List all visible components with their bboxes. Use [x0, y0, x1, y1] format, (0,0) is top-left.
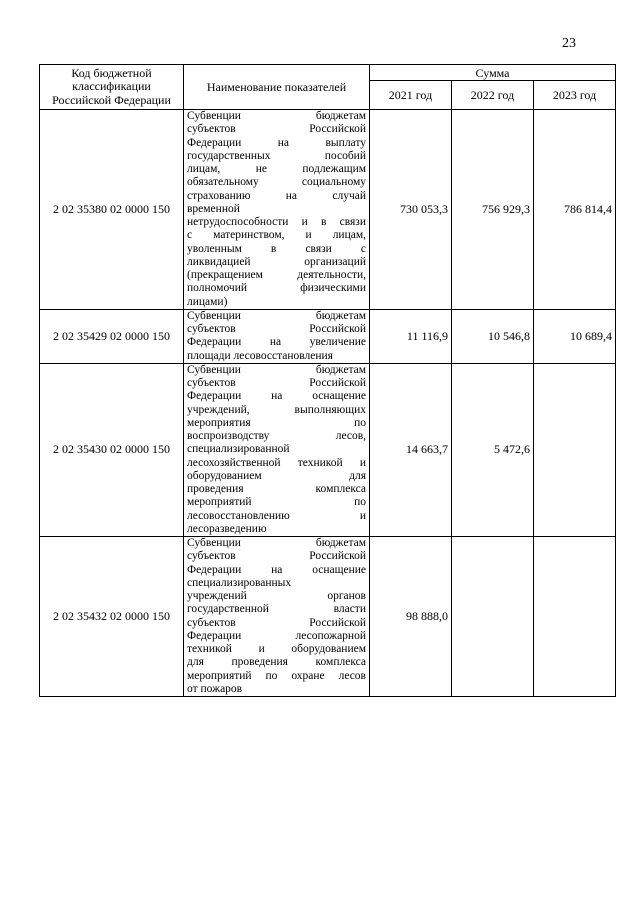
budget-code: 2 02 35380 02 0000 150 [40, 110, 184, 310]
indicator-name-line: лесоразведению [187, 522, 267, 535]
budget-code: 2 02 35430 02 0000 150 [40, 363, 184, 536]
header-sum: Сумма [370, 65, 616, 81]
table-row [40, 309, 616, 363]
indicator-name-line: полномочий физическими [187, 282, 366, 295]
indicator-name-line: Субвенции бюджетам [187, 110, 366, 122]
indicator-name-line: нетрудоспособности и в связи [187, 216, 366, 228]
indicator-name-line: страхованию на случай [187, 189, 366, 202]
table-row [40, 110, 616, 310]
indicator-name-line: мероприятия по [187, 416, 366, 429]
indicator-name-line: воспроизводству лесов, [187, 430, 366, 442]
amount-2023 [534, 363, 616, 536]
amount-2021: 730 053,3 [370, 110, 452, 310]
amount-2023: 10 689,4 [534, 309, 616, 363]
budget-code: 2 02 35432 02 0000 150 [40, 537, 184, 697]
indicator-name-line: с материнством, и лицам, [187, 229, 366, 242]
indicator-name [184, 537, 370, 697]
amount-2023 [534, 537, 616, 697]
budget-code: 2 02 35429 02 0000 150 [40, 309, 184, 363]
indicator-name-line: (прекращением деятельности, [187, 269, 366, 281]
indicator-name-line: субъектов Российской [187, 616, 366, 629]
indicator-name-line: специализированной [187, 443, 290, 456]
indicator-name-line: Федерации на оснащение [187, 390, 366, 403]
amount-2021: 98 888,0 [370, 537, 452, 697]
indicator-name-line: специализированных [187, 576, 292, 589]
indicator-name-line: субъектов Российской [187, 323, 366, 335]
indicator-name-line: площади лесовосстановления [187, 349, 333, 362]
table-row [40, 363, 616, 536]
indicator-name-line: лицам, не подлежащим [187, 163, 366, 175]
amount-2022: 756 929,3 [452, 110, 534, 310]
amount-2022 [452, 537, 534, 697]
indicator-name-line: от пожаров [187, 682, 243, 695]
indicator-name-line: учреждений органов [187, 590, 366, 602]
indicator-name-line: временной [187, 202, 240, 215]
indicator-name-line: лесохозяйственной техникой и [187, 456, 366, 469]
indicator-name-line: уволенным в связи с [187, 242, 366, 255]
indicator-name-line: оборудованием для [187, 469, 366, 482]
indicator-name-line: ликвидацией организаций [187, 255, 366, 268]
indicator-name-line: Субвенции бюджетам [187, 309, 366, 322]
indicator-name-line: субъектов Российской [187, 550, 366, 563]
indicator-name-line: учреждений, выполняющих [187, 403, 366, 416]
indicator-name-line: Субвенции бюджетам [187, 537, 366, 549]
header-name: Наименование показателей [184, 65, 370, 110]
amount-2022: 10 546,8 [452, 309, 534, 363]
indicator-name [184, 363, 370, 536]
header-year-2022: 2022 год [452, 81, 534, 110]
indicator-name-line: обязательному социальному [187, 176, 366, 189]
indicator-name-line: Федерации лесопожарной [187, 629, 366, 642]
header-year-2021: 2021 год [370, 81, 452, 110]
indicator-name-line: Федерации на увеличение [187, 336, 366, 349]
indicator-name-line: государственной власти [187, 603, 366, 616]
indicator-name-line: субъектов Российской [187, 123, 366, 136]
table-row [40, 537, 616, 697]
indicator-name-line: проведения комплекса [187, 483, 366, 495]
amount-2022: 5 472,6 [452, 363, 534, 536]
budget-table [39, 64, 616, 697]
indicator-name [184, 110, 370, 310]
indicator-name-line: лицами) [187, 295, 228, 308]
header-year-2023: 2023 год [534, 81, 616, 110]
indicator-name-line: мероприятий по [187, 496, 366, 509]
page-number: 23 [562, 36, 576, 51]
indicator-name-line: лесовосстановлению и [187, 509, 366, 522]
indicator-name-line: государственных пособий [187, 149, 366, 162]
header-code: Код бюджетной классификации Российской Федерации [40, 65, 184, 110]
indicator-name-line: Федерации на выплату [187, 136, 366, 149]
amount-2023: 786 814,4 [534, 110, 616, 310]
indicator-name [184, 309, 370, 363]
indicator-name-line: Федерации на оснащение [187, 563, 366, 576]
indicator-name-line: субъектов Российской [187, 377, 366, 389]
indicator-name-line: мероприятий по охране лесов [187, 669, 366, 682]
amount-2021: 14 663,7 [370, 363, 452, 536]
indicator-name-line: Субвенции бюджетам [187, 363, 366, 376]
indicator-name-line: для проведения комплекса [187, 656, 366, 669]
indicator-name-line: техникой и оборудованием [187, 643, 366, 655]
amount-2021: 11 116,9 [370, 309, 452, 363]
